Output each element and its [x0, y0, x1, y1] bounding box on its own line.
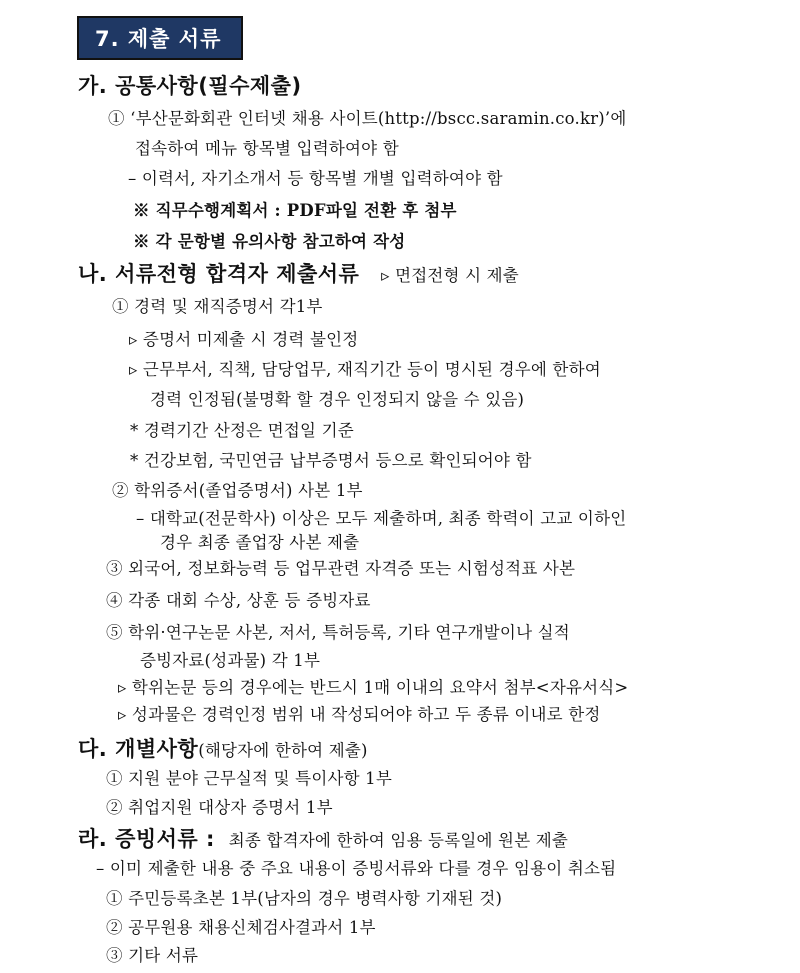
individual-item-2: ② 취업지원 대상자 증명서 1부: [106, 798, 333, 817]
screening-item-1-bullet-2-line-1: ▹ 근무부서, 직책, 담당업무, 재직기간 등이 명시된 경우에 한하여: [129, 360, 601, 379]
supporting-item-1: ① 주민등록초본 1부(남자의 경우 병력사항 기재된 것): [106, 889, 503, 908]
heading-individual-items-sub: (해당자에 한하여 제출): [198, 741, 368, 760]
screening-item-5-bullet-1: ▹ 학위논문 등의 경우에는 반드시 1매 이내의 요약서 첨부<자유서식>: [118, 678, 629, 697]
heading-common-requirements: 가. 공통사항(필수제출): [78, 74, 302, 98]
supporting-item-2: ② 공무원용 채용신체검사결과서 1부: [106, 918, 376, 937]
heading-supporting-documents-label: 라. 증빙서류 :: [78, 827, 215, 851]
heading-individual-items-label: 다. 개별사항: [78, 737, 199, 761]
screening-item-1-star-2: * 건강보험, 국민연금 납부증명서 등으로 확인되어야 함: [130, 451, 532, 470]
screening-item-1-bullet-2-line-2: 경력 인정됨(불명확 할 경우 인정되지 않을 수 있음): [150, 390, 525, 409]
screening-item-5-line-1: ⑤ 학위·연구논문 사본, 저서, 특허등록, 기타 연구개발이나 실적: [106, 623, 570, 642]
section-title: 7. 제출 서류: [77, 16, 243, 60]
common-note-guidelines: ※ 각 문항별 유의사항 참고하여 작성: [133, 232, 406, 251]
individual-item-1: ① 지원 분야 근무실적 및 특이사항 1부: [106, 769, 393, 788]
common-note-plan: ※ 직무수행계획서 : PDF파일 전환 후 첨부: [133, 201, 457, 220]
screening-item-2-dash-line-1: – 대학교(전문학사) 이상은 모두 제출하며, 최종 학력이 고교 이하인: [136, 509, 627, 528]
common-dash-note: – 이력서, 자기소개서 등 항목별 개별 입력하여야 함: [128, 169, 503, 188]
heading-supporting-documents: [78, 825, 568, 855]
screening-item-5-bullet-2: ▹ 성과물은 경력인정 범위 내 작성되어야 하고 두 종류 이내로 한정: [118, 705, 601, 724]
heading-document-screening: [78, 260, 519, 290]
screening-item-1-bullet-1: ▹ 증명서 미제출 시 경력 불인정: [129, 330, 359, 349]
supporting-item-3: ③ 기타 서류: [106, 946, 199, 965]
screening-item-1-star-1: * 경력기간 산정은 면접일 기준: [130, 421, 354, 440]
screening-item-2-dash-line-2: 경우 최종 졸업장 사본 제출: [160, 533, 360, 552]
common-item-1-line-1: ① ‘부산문화회관 인터넷 채용 사이트(http://bscc.saramin.co.kr)’에: [108, 109, 627, 128]
heading-document-screening-sub: ▹ 면접전형 시 제출: [381, 266, 519, 285]
screening-item-2: ② 학위증서(졸업증명서) 사본 1부: [112, 481, 363, 500]
heading-document-screening-label: 나. 서류전형 합격자 제출서류: [78, 262, 360, 286]
common-item-1-line-2: 접속하여 메뉴 항목별 입력하여야 함: [135, 139, 399, 158]
heading-individual-items: [78, 735, 368, 765]
screening-item-3: ③ 외국어, 정보화능력 등 업무관련 자격증 또는 시험성적표 사본: [106, 559, 576, 578]
screening-item-1: ① 경력 및 재직증명서 각1부: [112, 297, 323, 316]
supporting-dash-note: – 이미 제출한 내용 중 주요 내용이 증빙서류와 다를 경우 임용이 취소됨: [96, 859, 617, 878]
screening-item-5-line-2: 증빙자료(성과물) 각 1부: [140, 651, 321, 670]
heading-supporting-documents-sub: 최종 합격자에 한하여 임용 등록일에 원본 제출: [228, 831, 569, 850]
screening-item-4: ④ 각종 대회 수상, 상훈 등 증빙자료: [106, 591, 371, 610]
